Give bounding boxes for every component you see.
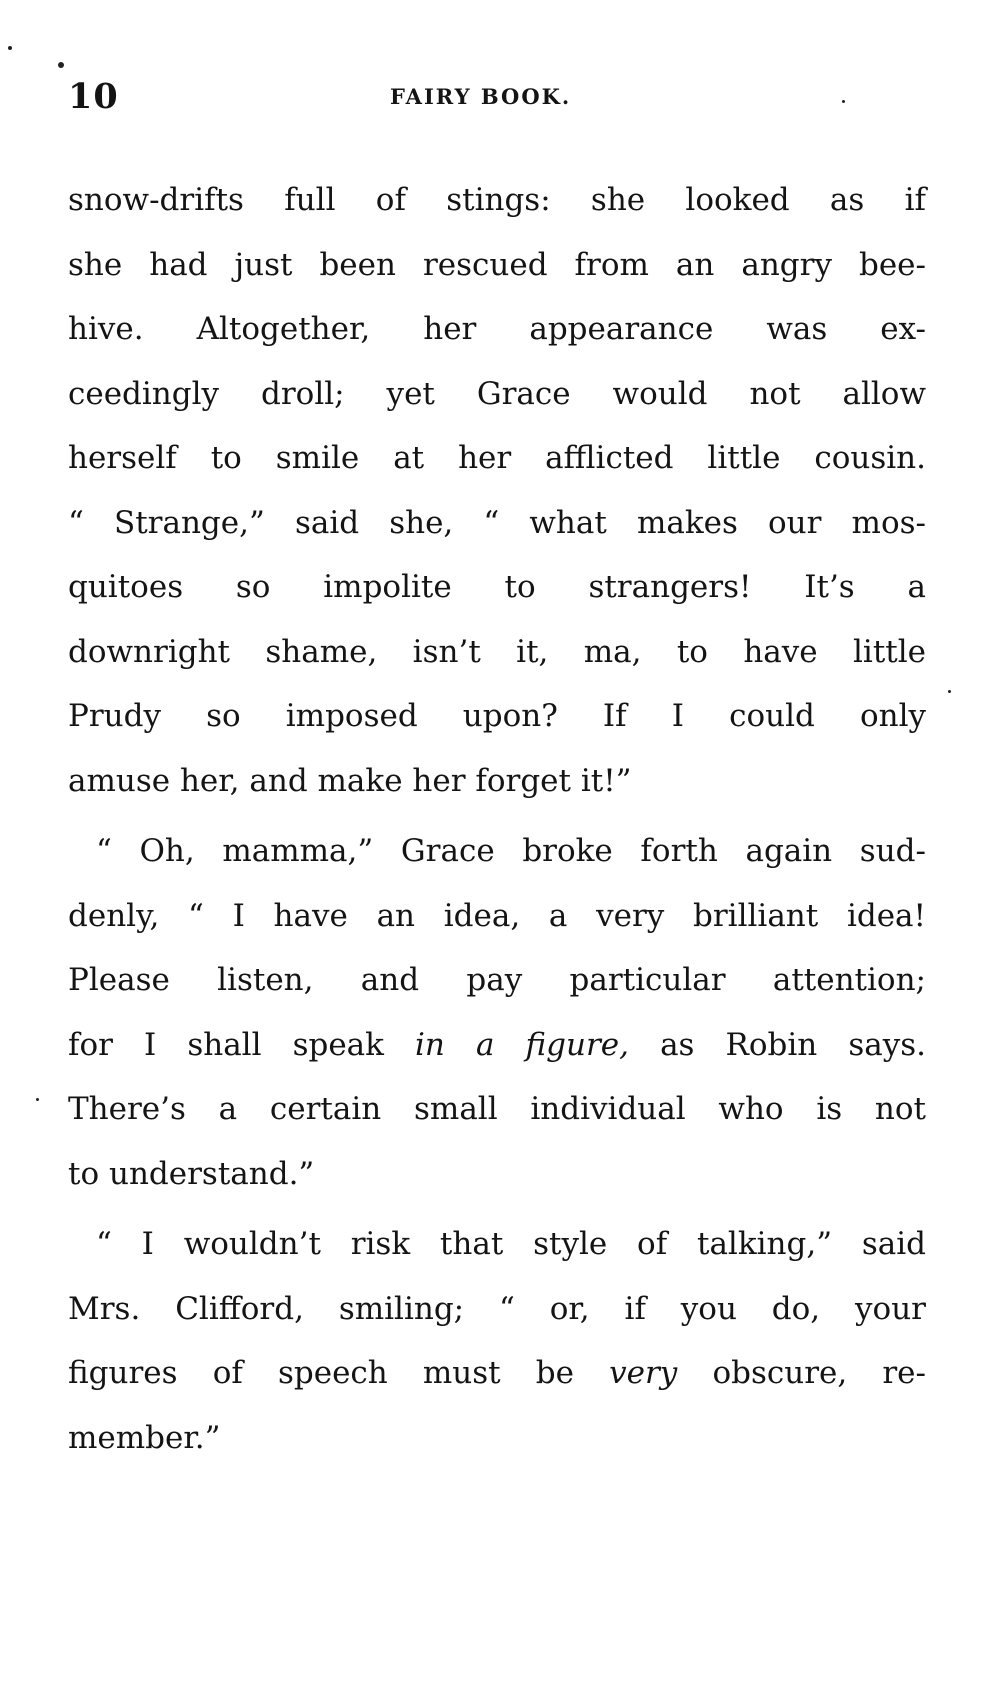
text-line: There’s a certain small individual who is not xyxy=(68,1091,926,1127)
text-line: to understand.” xyxy=(68,1155,315,1192)
running-title: FAIRY BOOK. xyxy=(390,84,572,109)
scan-speck xyxy=(36,1098,39,1101)
text-run: as Robin says. xyxy=(629,1026,926,1063)
text-line-with-italic xyxy=(68,1013,926,1078)
text-line-with-italic xyxy=(68,1341,926,1406)
text-line: downright shame, isn’t it, ma, to have little xyxy=(68,633,926,670)
scan-speck xyxy=(948,690,951,693)
text-line: she had just been rescued from an angry bee- xyxy=(68,246,926,283)
text-line: amuse her, and make her forget it!” xyxy=(68,762,632,799)
text-run: figures of speech must be xyxy=(68,1355,610,1391)
page-number: 10 xyxy=(68,76,119,117)
scan-speck xyxy=(8,46,12,50)
text-run: obscure, re- xyxy=(677,1355,927,1391)
paragraph-2 xyxy=(68,819,926,1206)
page-header xyxy=(0,72,986,122)
scan-speck xyxy=(842,100,845,103)
text-line: quitoes so impolite to strangers! It’s a xyxy=(68,569,926,605)
text-line: “ Strange,” said she, “ what makes our mos- xyxy=(68,504,926,541)
scan-speck xyxy=(58,62,64,68)
italic-word: very xyxy=(609,1355,678,1391)
text-line: ceedingly droll; yet Grace would not allow xyxy=(68,375,926,412)
text-line: member.” xyxy=(68,1419,221,1456)
text-line: snow-drifts full of stings: she looked as if xyxy=(68,182,926,218)
paragraph-3 xyxy=(68,1212,926,1470)
body-text xyxy=(68,168,926,1470)
italic-phrase: in a figure, xyxy=(415,1026,630,1063)
text-line: denly, “ I have an idea, a very brilliant idea! xyxy=(68,897,926,934)
text-line: herself to smile at her afflicted little cousin. xyxy=(68,440,926,476)
paragraph-1 xyxy=(68,168,926,813)
text-line: Prudy so imposed upon? If I could only xyxy=(68,698,926,734)
text-line: Mrs. Clifford, smiling; “ or, if you do, your xyxy=(68,1290,926,1327)
text-line: “ Oh, mamma,” Grace broke forth again sud- xyxy=(96,833,926,869)
text-line: hive. Altogether, her appearance was ex- xyxy=(68,311,926,347)
text-run: for I shall speak xyxy=(68,1026,416,1063)
text-line: “ I wouldn’t risk that style of talking,” said xyxy=(96,1226,926,1262)
text-line: Please listen, and pay particular attention; xyxy=(68,962,926,998)
